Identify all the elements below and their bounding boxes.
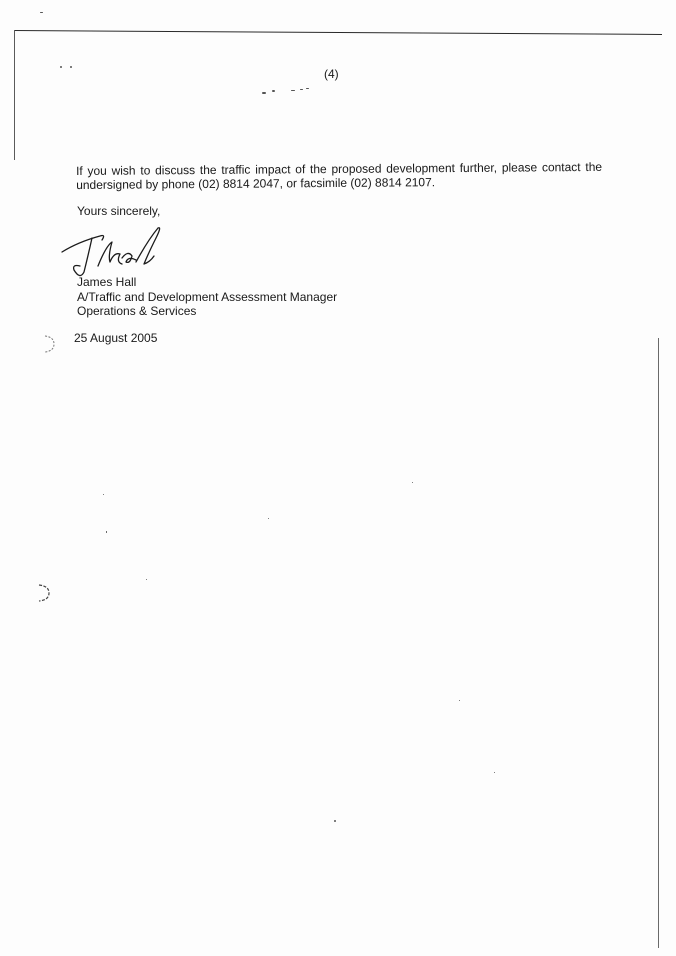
page-number: (4) bbox=[324, 67, 339, 81]
handwritten-signature bbox=[58, 222, 168, 280]
right-border-line bbox=[658, 338, 659, 948]
closing-salutation: Yours sincerely, bbox=[77, 204, 161, 218]
left-border-line bbox=[14, 30, 15, 160]
punch-hole-mark-top bbox=[42, 334, 58, 354]
letter-date: 25 August 2005 bbox=[74, 331, 158, 345]
punch-hole-mark-middle bbox=[36, 583, 52, 603]
signatory-name: James Hall bbox=[77, 275, 137, 289]
body-paragraph: If you wish to discuss the traffic impact of the proposed development further, please contact the undersigned by phone (02) 8814 2047, or facsimile (02) 8814 2107. bbox=[76, 159, 603, 192]
top-border-line bbox=[14, 30, 662, 35]
signatory-department: Operations & Services bbox=[77, 304, 197, 318]
signatory-title: A/Traffic and Development Assessment Manager bbox=[77, 290, 338, 304]
